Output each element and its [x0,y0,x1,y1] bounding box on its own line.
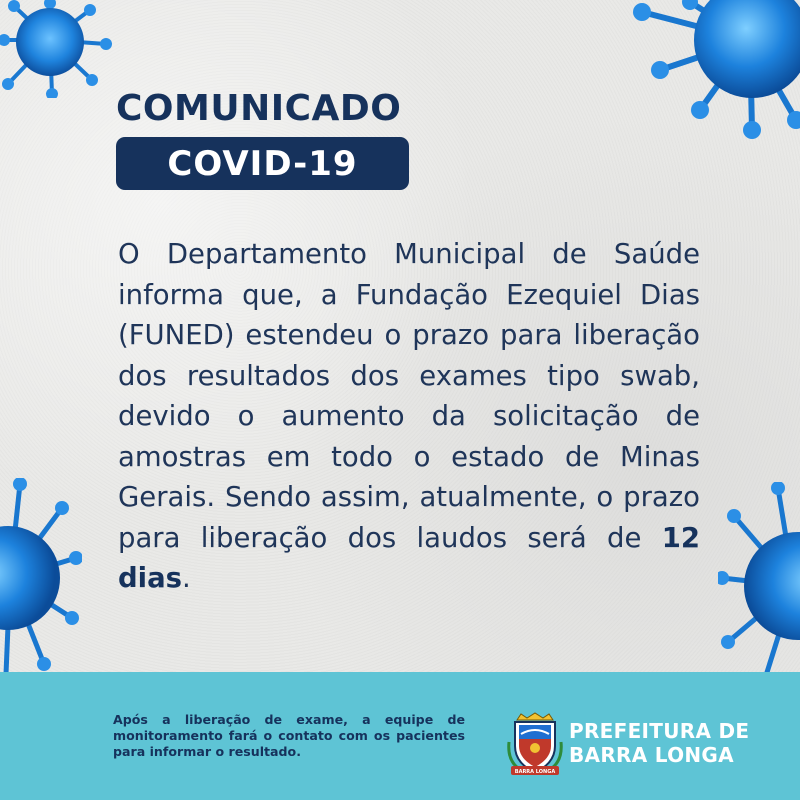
virus-icon-bottom-left [0,478,82,678]
announcement-body [118,234,700,599]
org-name-line2: BARRA LONGA [569,743,734,767]
virus-icon-top-left [0,0,112,98]
svg-text:BARRA LONGA: BARRA LONGA [514,769,556,775]
municipal-crest-icon [507,712,563,780]
org-name-line1: PREFEITURA DE [569,719,750,743]
announcement-title: COMUNICADO [116,88,402,129]
deadline-highlight: 12 dias [118,521,701,594]
covid-badge [116,137,409,190]
virus-icon-bottom-right [718,482,800,692]
org-name [569,719,769,767]
covid-badge-label: COVID-19 [167,143,358,184]
announcement-body-end: . [182,562,191,594]
virus-icon-top-right [630,0,800,140]
footer-note: Após a liberação de exame, a equipe de monitoramento fará o contato com os pacientes para informar o resultado. [113,712,465,759]
announcement-body-lead: O Departamento Municipal de Saúde informa que, a Fundação Ezequiel Dias (FUNED) estendeu o prazo para liberação dos resultados dos exames tipo swab, devido o aumento da solicitação de amostras em todo o estado de Minas Gerais. Sendo assim, atualmente, o prazo para liberação dos laudos será de [118,238,700,554]
